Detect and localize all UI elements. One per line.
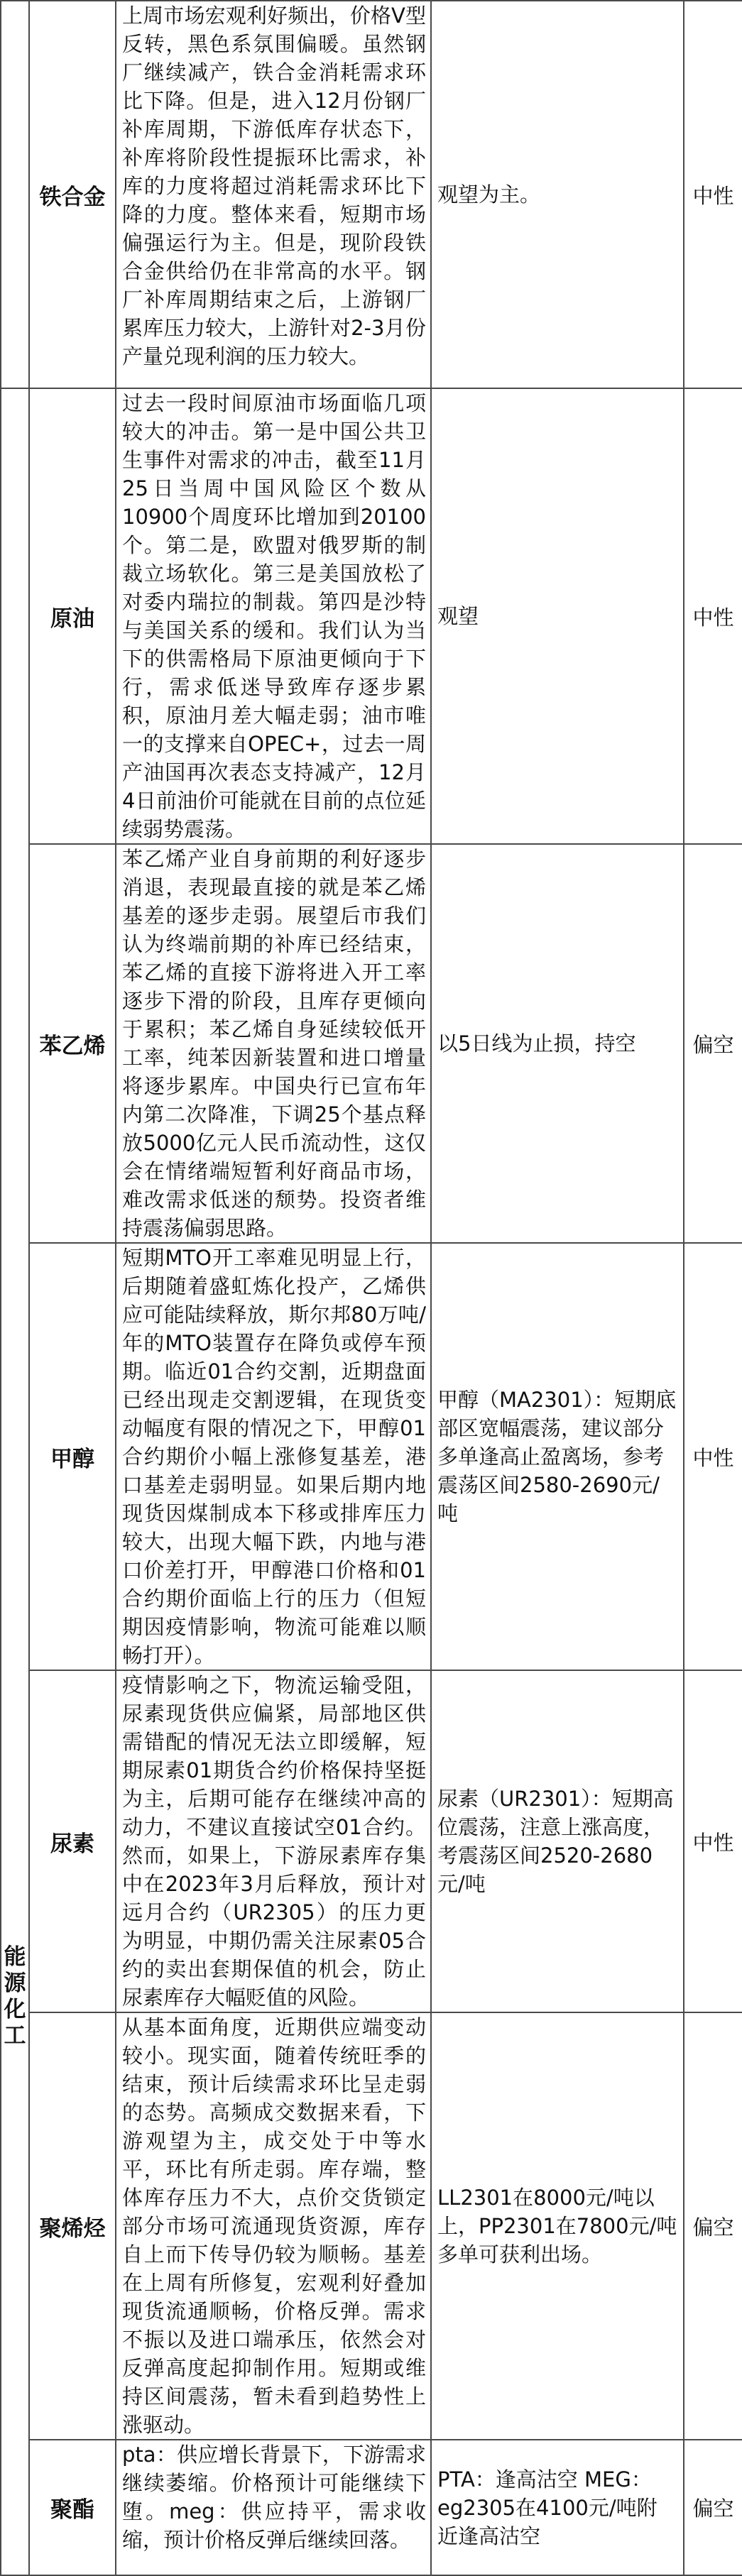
table-row bbox=[1, 388, 742, 844]
commodity-name: 原油 bbox=[29, 388, 116, 844]
table-row bbox=[1, 844, 742, 1243]
commodity-name: 聚烯烃 bbox=[29, 2012, 116, 2440]
strategy-text: 观望为主。 bbox=[431, 1, 684, 388]
analysis-text bbox=[116, 2440, 431, 2575]
analysis-paragraph: 上周市场宏观利好频出，价格V型反转，黑色系氛围偏暖。虽然钢厂继续减产，铁合金消耗需求环比下降。但是，进入12月份钢厂补库周期，下游低库存状态下，补库将阶段性提振环比需求，补库的力度将超过消耗需求环比下降的力度。整体来看，短期市场偏强运行为主。但是，现阶段铁合金供给仍在非常高的水平。钢厂补库周期结束之后，上游钢厂累库压力较大，上游针对2-3月份产量兑现利润的压力较大。 bbox=[122, 4, 426, 368]
analysis-paragraph: pta：供应增长背景下，下游需求继续萎缩。价格预计可能继续下堕。meg：供应持平，需求收缩，预计价格反弹后继续回落。 bbox=[122, 2443, 426, 2552]
analysis-text bbox=[116, 1670, 431, 2012]
analysis-text bbox=[116, 388, 431, 844]
analysis-paragraph: 过去一段时间原油市场面临几项较大的冲击。第一是中国公共卫生事件对需求的冲击，截至11月25日当周中国风险区个数从10900个周度环比增加到20100个。第二是，欧盟对俄罗斯的制裁立场软化。第三是美国放松了对委内瑞拉的制裁。第四是沙特与美国关系的缓和。我们认为当下的供需格局下原油更倾向于下行，需求低迷导致库存逐步累积，原油月差大幅走弱；油市唯一的支撑来自OPEC+，过去一周产油国再次表态支持减产，12月4日前油价可能就在目前的点位延续弱势震荡。 bbox=[122, 391, 426, 841]
analysis-paragraph: 疫情影响之下，物流运输受阻，尿素现货供应偏紧，局部地区供需错配的情况无法立即缓解，短期尿素01期货合约价格保持坚挺为主，后期可能存在继续冲高的动力，不建议直接试空01合约。然而，如果上，下游尿素库存集中在2023年3月后释放，预计对远月合约（UR2305）的压力更为明显，中期仍需关注尿素05合约的卖出套期保值的机会，防止尿素库存大幅贬值的风险。 bbox=[122, 1673, 426, 2010]
view-label: 中性 bbox=[684, 1243, 742, 1670]
table-row bbox=[1, 1670, 742, 2012]
view-label: 偏空 bbox=[684, 2440, 742, 2575]
analysis-text bbox=[116, 844, 431, 1243]
strategy-text: 甲醇（MA2301）：短期底部区宽幅震荡，建议部分多单逢高止盈离场，参考震荡区间2580-2690元/吨 bbox=[431, 1243, 684, 1670]
sector-cell-continued bbox=[1, 1, 29, 388]
view-label: 偏空 bbox=[684, 844, 742, 1243]
view-label: 中性 bbox=[684, 1670, 742, 2012]
commodity-name: 铁合金 bbox=[29, 1, 116, 388]
strategy-text: PTA：逢高沽空 MEG：eg2305在4100元/吨附近逢高沽空 bbox=[431, 2440, 684, 2575]
view-label: 中性 bbox=[684, 1, 742, 388]
strategy-text: 以5日线为止损，持空 bbox=[431, 844, 684, 1243]
analysis-text bbox=[116, 1243, 431, 1670]
analysis-text bbox=[116, 2012, 431, 2440]
commodity-name: 尿素 bbox=[29, 1670, 116, 2012]
commodity-name: 苯乙烯 bbox=[29, 844, 116, 1243]
strategy-text: 尿素（UR2301）：短期高位震荡，注意上涨高度，考震荡区间2520-2680元/吨 bbox=[431, 1670, 684, 2012]
strategy-text: 观望 bbox=[431, 388, 684, 844]
table-row bbox=[1, 2440, 742, 2575]
view-label: 偏空 bbox=[684, 2012, 742, 2440]
strategy-text: LL2301在8000元/吨以上，PP2301在7800元/吨多单可获利出场。 bbox=[431, 2012, 684, 2440]
view-label: 中性 bbox=[684, 388, 742, 844]
table-row bbox=[1, 1243, 742, 1670]
analysis-paragraph: 苯乙烯产业自身前期的利好逐步消退，表现最直接的就是苯乙烯基差的逐步走弱。展望后市我们认为终端前期的补库已经结束，苯乙烯的直接下游将进入开工率逐步下滑的阶段，且库存更倾向于累积；苯乙烯自身延续较低开工率，纯苯因新装置和进口增量将逐步累库。中国央行已宣布年内第二次降准，下调25个基点释放5000亿元人民币流动性，这仅会在情绪端短暂利好商品市场，难改需求低迷的颓势。投资者维持震荡偏弱思路。 bbox=[122, 847, 426, 1240]
analysis-paragraph: 短期MTO开工率难见明显上行，后期随着盛虹炼化投产，乙烯供应可能陆续释放，斯尔邦80万吨/年的MTO装置存在降负或停车预期。临近01合约交割，近期盘面已经出现走交割逻辑，在现货变动幅度有限的情况之下，甲醇01合约期价小幅上涨修复基差，港口基差走弱明显。如果后期内地现货因煤制成本下移或排库压力较大，出现大幅下跌，内地与港口价差打开，甲醇港口价格和01合约期价面临上行的压力（但短期因疫情影响，物流可能难以顺畅打开）。 bbox=[122, 1246, 426, 1667]
sector-label: 能源化工 bbox=[1, 388, 29, 2575]
analysis-paragraph: 从基本面角度，近期供应端变动较小。现实面，随着传统旺季的结束，预计后续需求环比呈走弱的态势。高频成交数据来看，下游观望为主，成交处于中等水平，环比有所走弱。库存端，整体库存压力不大，点价交货锁定部分市场可流通现货资源，库存自上而下传导仍较为顺畅。基差在上周有所修复，宏观利好叠加现货流通顺畅，价格反弹。需求不振以及进口端承压，依然会对反弹高度起抑制作用。短期或维持区间震荡，暂未看到趋势性上涨驱动。 bbox=[122, 2015, 426, 2437]
commodity-name: 甲醇 bbox=[29, 1243, 116, 1670]
commodity-name: 聚酯 bbox=[29, 2440, 116, 2575]
table-row bbox=[1, 2012, 742, 2440]
analysis-text bbox=[116, 1, 431, 388]
table-row bbox=[1, 1, 742, 388]
